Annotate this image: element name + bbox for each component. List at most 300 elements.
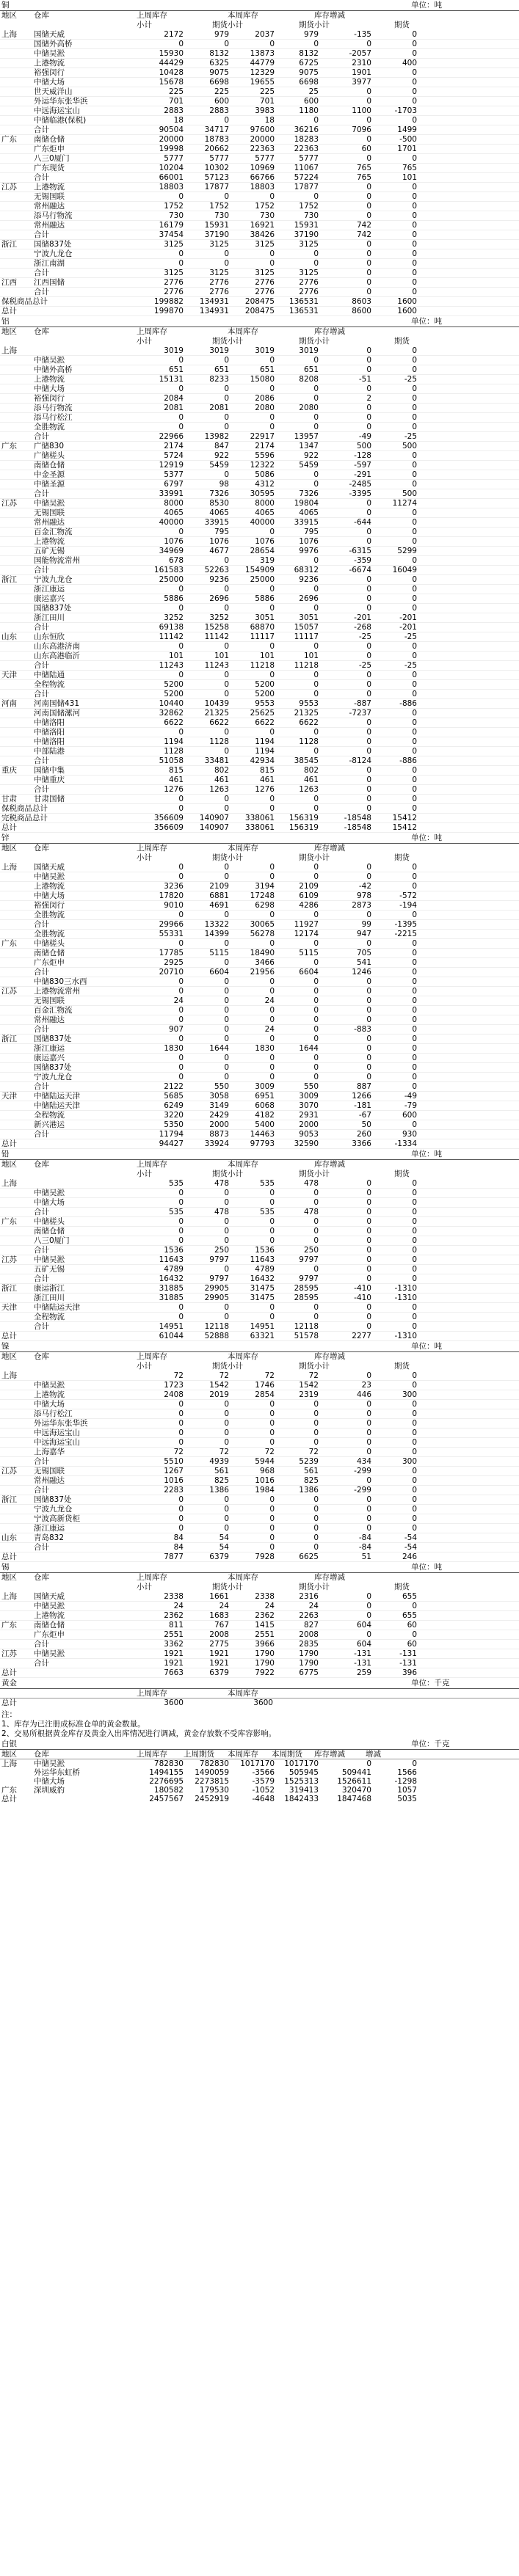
cell: 478	[303, 1179, 319, 1188]
cell: 5200	[255, 680, 275, 689]
cell: 16049	[392, 566, 417, 574]
cell: 上海	[1, 1592, 17, 1601]
table-row	[0, 116, 519, 125]
cell: 中储吴淞	[34, 872, 65, 881]
cell: 0	[224, 259, 229, 268]
cell: 33924	[204, 1139, 229, 1148]
sub-header-cell: 期货	[394, 21, 410, 29]
cell	[0, 1630, 34, 1639]
cell: 0	[178, 671, 184, 679]
cell: 0	[412, 192, 417, 201]
cell: 合计	[34, 288, 49, 296]
cell: 0	[313, 1025, 319, 1034]
cell: 34969	[159, 547, 184, 555]
cell: 6622	[209, 718, 229, 727]
cell: 0	[412, 1189, 417, 1197]
cell	[0, 1044, 34, 1053]
cell: 深圳威豹	[34, 1786, 65, 1795]
sub-header-cell: 期货	[212, 853, 228, 862]
cell: 0	[269, 642, 275, 651]
cell: 2338	[164, 1592, 184, 1601]
cell: 0	[412, 1419, 417, 1428]
table-row	[0, 699, 519, 709]
cell: 134931	[199, 307, 229, 315]
cell: 0	[224, 1429, 229, 1437]
cell: 1661	[209, 1592, 229, 1601]
cell: 2273815	[195, 1777, 229, 1786]
table-row	[0, 1505, 519, 1514]
cell: 2174	[164, 442, 184, 450]
cell: 0	[412, 1322, 417, 1331]
cell: 中部陆港	[34, 747, 65, 756]
cell: 8603	[352, 297, 371, 306]
cell: 98	[219, 480, 229, 489]
table-row	[0, 423, 519, 432]
cell: 0	[313, 747, 319, 756]
table-row	[0, 269, 519, 278]
cell: 2776	[209, 288, 229, 296]
cell: 25	[308, 87, 319, 96]
cell	[34, 823, 137, 832]
table-row	[0, 1044, 519, 1054]
cell: 140907	[199, 823, 229, 832]
cell: 3051	[255, 613, 275, 622]
cell: 0	[412, 537, 417, 546]
cell: 1752	[255, 202, 275, 211]
cell: 全胜物流	[34, 911, 65, 919]
header-group	[314, 1352, 410, 1371]
cell: 2452919	[195, 1795, 229, 1803]
cell: 7877	[164, 1552, 184, 1561]
sub-header-cell: 期货	[299, 1583, 314, 1591]
cell: 12329	[250, 68, 275, 77]
cell: 2776	[164, 288, 184, 296]
cell: 浙江田川	[34, 1294, 65, 1302]
table-row	[0, 442, 519, 451]
cell: 434	[356, 1457, 371, 1466]
metal-section	[0, 0, 519, 316]
cell	[0, 1246, 34, 1255]
cell: 10302	[204, 164, 229, 172]
cell: 1752	[209, 202, 229, 211]
header-cell: 地区	[1, 844, 17, 853]
cell	[0, 1189, 34, 1197]
cell: 0	[412, 1438, 417, 1447]
table-row	[0, 508, 519, 518]
cell: 5035	[397, 1795, 417, 1803]
cell: 0	[224, 1400, 229, 1409]
cell: 1683	[209, 1611, 229, 1620]
cell: 0	[178, 1514, 184, 1523]
cell: 南储仓储	[34, 949, 65, 957]
sub-header	[137, 21, 228, 30]
cell: 6881	[209, 891, 229, 900]
table-row	[0, 1313, 519, 1322]
table-row	[0, 737, 519, 747]
cell: 0	[178, 1236, 184, 1245]
cell: 浙江康运	[34, 1524, 65, 1533]
cell: 2081	[164, 404, 184, 412]
header-cell: 上周库存	[137, 844, 167, 853]
cell: 13873	[250, 49, 275, 58]
cell: 101	[402, 173, 417, 182]
cell: 550	[303, 1082, 319, 1091]
note-line: 1、库存为已注册成标准仓单的黄金数量。	[1, 1720, 145, 1729]
cell: 651	[303, 365, 319, 374]
cell: 54	[219, 1543, 229, 1552]
notes	[0, 1710, 519, 1739]
cell: 1921	[209, 1659, 229, 1668]
cell: 国储837处	[34, 1035, 72, 1043]
cell: 0	[313, 1524, 319, 1533]
cell: 0	[313, 1429, 319, 1437]
cell: 0	[313, 804, 319, 813]
unit-label: 单位：吨	[411, 1, 442, 10]
cell: 478	[303, 1208, 319, 1216]
table-row	[0, 1429, 519, 1438]
table-row	[0, 489, 519, 499]
cell: 2429	[209, 1111, 229, 1120]
cell: 600	[214, 97, 229, 106]
cell: -299	[354, 1486, 371, 1495]
table-row	[0, 1063, 519, 1073]
cell: 0	[224, 1265, 229, 1274]
cell: 0	[412, 1400, 417, 1409]
header-cell: 库存增减	[314, 1160, 345, 1169]
cell: 0	[412, 40, 417, 48]
cell: 0	[269, 1227, 275, 1236]
table-row	[0, 192, 519, 202]
cell: 0	[366, 537, 371, 546]
table-row	[0, 718, 519, 728]
cell: 青岛832	[34, 1533, 65, 1542]
header-row	[0, 844, 519, 863]
cell	[0, 1390, 34, 1399]
cell: 0	[412, 575, 417, 584]
cell: 0	[412, 872, 417, 881]
table-row	[0, 461, 519, 470]
sub-header-cell: 小计	[137, 337, 152, 346]
cell	[0, 451, 34, 460]
cell: 0	[366, 1054, 371, 1062]
cell: 0	[412, 1044, 417, 1053]
table-row	[0, 1759, 519, 1768]
cell: 3362	[164, 1640, 184, 1649]
cell: 0	[412, 461, 417, 470]
cell: 0	[366, 1303, 371, 1312]
cell: 19998	[159, 145, 184, 153]
cell: 江苏	[1, 499, 17, 508]
cell: 0	[412, 202, 417, 211]
table-row	[0, 106, 519, 116]
cell: 上港物流	[34, 183, 65, 191]
sub-header-cell: 期货	[394, 1170, 410, 1178]
cell: 1790	[255, 1659, 275, 1668]
cell: 651	[168, 365, 184, 374]
header-cell: 仓库	[34, 1573, 49, 1582]
header-group	[228, 11, 314, 30]
cell: 0	[178, 1419, 184, 1428]
cell: 0	[412, 968, 417, 977]
table-row	[0, 795, 519, 804]
cell: 705	[356, 949, 371, 957]
cell: 0	[313, 728, 319, 737]
cell: 22966	[159, 432, 184, 441]
cell: -268	[354, 623, 371, 632]
cell: 18	[264, 116, 275, 125]
metal-section	[0, 316, 519, 833]
cell: 1076	[209, 537, 229, 546]
cell: 浙江	[1, 1284, 17, 1293]
cell: 0	[313, 1533, 319, 1542]
cell: -84	[358, 1543, 371, 1552]
cell: 4789	[255, 1265, 275, 1274]
cell: 23	[361, 1381, 371, 1390]
header-row	[0, 11, 519, 30]
cell: 0	[224, 680, 229, 689]
cell: -2057	[349, 49, 371, 58]
header-cell: 上周库存	[137, 1352, 167, 1361]
cell: 添马行物流	[34, 404, 73, 412]
cell: 0	[412, 240, 417, 249]
cell: 561	[303, 1467, 319, 1475]
header-cell: 地区	[1, 1573, 17, 1582]
cell: 0	[366, 1179, 371, 1188]
cell: 0	[224, 1189, 229, 1197]
cell: -67	[358, 1111, 371, 1120]
cell: -131	[354, 1649, 371, 1658]
cell: 中储洛阳	[34, 718, 65, 727]
cell: 19804	[294, 499, 319, 508]
table-row	[0, 882, 519, 891]
cell: 0	[366, 1227, 371, 1236]
cell	[0, 1543, 34, 1552]
cell	[0, 375, 34, 384]
cell: 中储圣源	[34, 480, 65, 489]
cell: 12919	[159, 461, 184, 470]
cell: 1752	[164, 202, 184, 211]
table-row	[0, 1139, 519, 1149]
cell: 3051	[299, 613, 319, 622]
cell: 中储洛阳	[34, 737, 65, 746]
cell: 28595	[294, 1284, 319, 1293]
cell: -18548	[344, 814, 371, 822]
cell: 0	[366, 863, 371, 872]
table-row	[0, 221, 519, 230]
cell: 72	[173, 1448, 184, 1456]
cell	[0, 1006, 34, 1015]
cell: 1263	[299, 785, 319, 794]
cell: 33481	[204, 756, 229, 765]
cell: 宁波九龙仓	[34, 1505, 73, 1514]
cell: 0	[366, 423, 371, 431]
cell: 678	[168, 556, 184, 565]
cell: 461	[303, 776, 319, 784]
cell: 0	[178, 863, 184, 872]
cell: 0	[313, 480, 319, 489]
cell: 0	[269, 977, 275, 986]
cell: 887	[356, 1082, 371, 1091]
cell: 0	[178, 528, 184, 536]
cell: 63321	[250, 1332, 275, 1340]
sub-header-cell: 小计	[137, 1583, 152, 1591]
cell: 0	[224, 1303, 229, 1312]
cell: 5299	[397, 547, 417, 555]
cell: 0	[412, 221, 417, 230]
sub-header-cell: 小计	[137, 21, 152, 29]
cell: 上港物流	[34, 537, 65, 546]
cell: 225	[259, 87, 275, 96]
cell: -3395	[349, 489, 371, 498]
header-group	[314, 327, 410, 346]
cell: 730	[259, 211, 275, 220]
cell: 0	[269, 1543, 275, 1552]
cell: 17820	[159, 891, 184, 900]
table-row	[0, 814, 519, 823]
cell: 10428	[159, 68, 184, 77]
cell: 3983	[255, 106, 275, 115]
cell: 1525313	[284, 1777, 319, 1786]
cell: 4065	[255, 508, 275, 517]
cell: 66001	[159, 173, 184, 182]
cell: 1076	[164, 537, 184, 546]
sub-header-cell: 小计	[228, 21, 243, 29]
cell: 0	[366, 116, 371, 125]
cell: -54	[404, 1533, 417, 1542]
sub-header-cell: 小计	[137, 1170, 152, 1178]
cell: 979	[214, 30, 229, 39]
cell: 0	[412, 709, 417, 718]
table-row	[0, 384, 519, 394]
header-cell: 库存增减	[314, 1573, 345, 1582]
cell: 中储吴淞	[34, 1759, 65, 1768]
table-row	[0, 470, 519, 480]
cell	[0, 1659, 34, 1668]
cell: 1847468	[337, 1795, 371, 1803]
cell: 246	[402, 1552, 417, 1561]
cell: 合计	[34, 1208, 49, 1216]
cell: 0	[412, 154, 417, 163]
cell: 156319	[288, 814, 319, 822]
cell: 0	[313, 671, 319, 679]
cell: 18783	[204, 135, 229, 144]
cell: 广东	[1, 442, 17, 450]
cell: -194	[399, 901, 417, 910]
table-row	[0, 1400, 519, 1409]
cell: 2080	[255, 404, 275, 412]
sub-header-cell: 期货	[394, 1583, 410, 1591]
cell: 0	[366, 1044, 371, 1053]
cell: 山东	[1, 1533, 17, 1542]
note-line: 2、交易所根据黄金库存及黄金入出库情况进行调减，黄金存放数不受库容影响。	[1, 1729, 277, 1738]
cell	[0, 547, 34, 555]
cell: 0	[224, 987, 229, 996]
cell: 0	[269, 1514, 275, 1523]
sub-header	[137, 337, 228, 346]
cell: 上海	[1, 1759, 17, 1768]
table-row	[0, 1120, 519, 1130]
cell: 0	[178, 249, 184, 258]
cell: 0	[178, 1524, 184, 1533]
section-title-bar	[0, 1739, 519, 1750]
cell: 中储吴淞	[34, 1602, 65, 1610]
cell: 0	[412, 795, 417, 803]
cell	[0, 365, 34, 374]
sub-header-cell: 小计	[137, 853, 152, 862]
cell: 1701	[397, 145, 417, 153]
cell	[0, 528, 34, 536]
cell: 16179	[159, 221, 184, 230]
header-group	[228, 1573, 314, 1592]
cell: 上港物流	[34, 882, 65, 891]
cell	[0, 518, 34, 527]
cell: 0	[224, 1006, 229, 1015]
cell: 742	[356, 221, 371, 230]
cell: -18548	[344, 823, 371, 832]
cell: 0	[412, 1227, 417, 1236]
cell: 完税商品总计	[1, 814, 48, 822]
cell: 中储大场	[34, 891, 65, 900]
table-row	[0, 1082, 519, 1092]
table-row	[0, 413, 519, 423]
cell: 0	[224, 249, 229, 258]
cell: -1310	[394, 1294, 417, 1302]
cell: 0	[412, 987, 417, 996]
cell: -886	[399, 699, 417, 708]
cell: 6068	[255, 1101, 275, 1110]
cell: 0	[313, 1400, 319, 1409]
cell: 南储仓储	[34, 1621, 65, 1630]
cell: 1267	[164, 1467, 184, 1475]
table-row	[0, 40, 519, 49]
cell: 0	[313, 413, 319, 422]
cell: 0	[366, 680, 371, 689]
cell: 合计	[34, 1082, 49, 1091]
cell: 0	[412, 766, 417, 775]
cell	[0, 221, 34, 230]
table-row	[0, 1390, 519, 1400]
table-row	[0, 977, 519, 987]
cell: 0	[178, 1217, 184, 1226]
cell: 701	[168, 97, 184, 106]
table-row	[0, 1543, 519, 1552]
cell	[0, 68, 34, 77]
cell: 总计	[1, 1332, 17, 1340]
section-title: 锡	[1, 1563, 10, 1572]
cell: 535	[259, 1208, 275, 1216]
cell	[0, 1381, 34, 1390]
table-row	[0, 1006, 519, 1015]
cell: 0	[412, 288, 417, 296]
cell: 50	[361, 1120, 371, 1129]
cell: 0	[412, 1255, 417, 1264]
cell: 51	[361, 1552, 371, 1561]
cell: 6249	[164, 1101, 184, 1110]
cell: 2277	[352, 1332, 371, 1340]
cell: 上港物流	[34, 1611, 65, 1620]
cell: 0	[313, 977, 319, 986]
cell	[0, 489, 34, 498]
cell: -886	[399, 756, 417, 765]
header-cell: 仓库	[34, 327, 49, 336]
cell: 0	[224, 356, 229, 365]
cell	[0, 1227, 34, 1236]
cell: 0	[313, 872, 319, 881]
cell: 上海	[1, 1179, 17, 1188]
cell: -8124	[349, 756, 371, 765]
cell: -644	[354, 518, 371, 527]
cell: 广东现货	[34, 164, 65, 172]
